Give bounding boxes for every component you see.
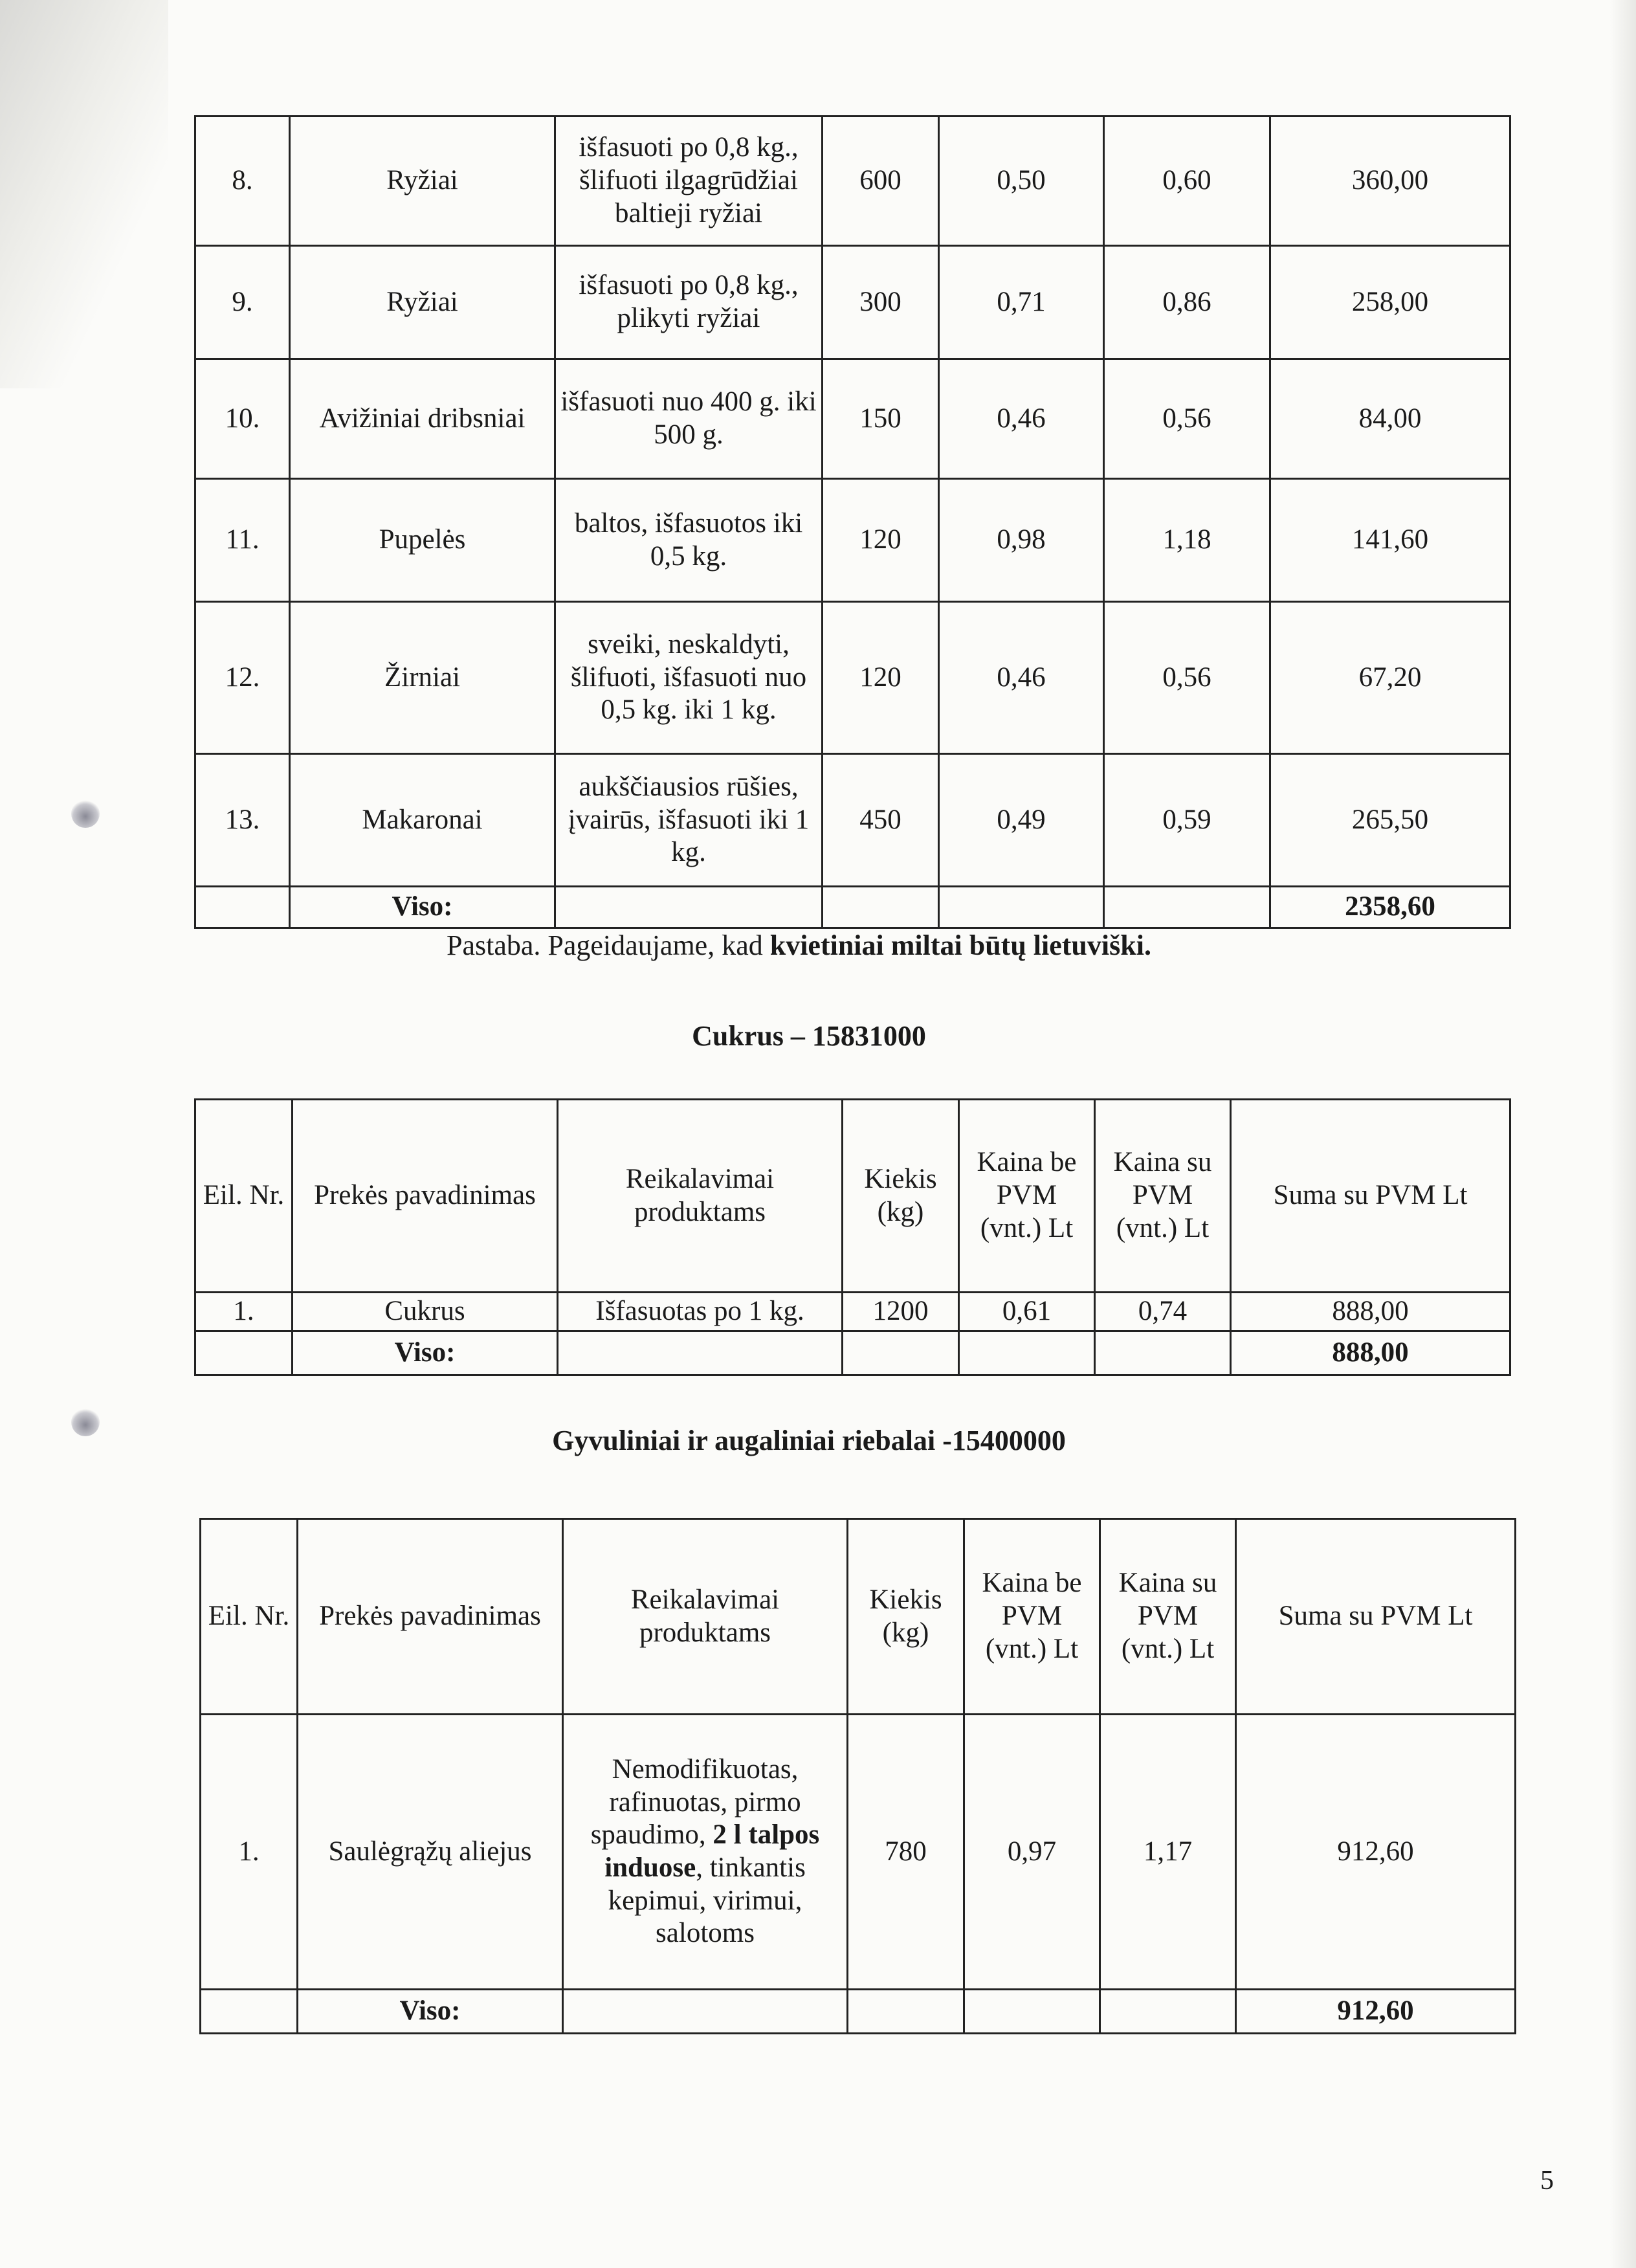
table-row [195, 359, 1510, 479]
sum-with-vat: 258,00 [1270, 246, 1510, 359]
header-price: Kaina be PVM (vnt.) Lt [964, 1519, 1100, 1715]
header-quantity: Kiekis (kg) [848, 1519, 964, 1715]
row-number: 8. [195, 117, 290, 246]
scan-shadow [0, 0, 168, 388]
quantity: 120 [823, 602, 939, 754]
requirements-emphasis: 2 l talpos induose [604, 1819, 820, 1883]
product-name: Saulėgrąžų aliejus [298, 1715, 563, 1990]
product-name: Pupelės [290, 479, 555, 602]
price-without-vat: 0,61 [959, 1293, 1095, 1331]
product-requirements: išfasuoti po 0,8 kg., plikyti ryžiai [555, 246, 823, 359]
total-row [195, 1331, 1510, 1375]
price-without-vat: 0,46 [939, 359, 1104, 479]
total-value: 888,00 [1231, 1331, 1510, 1375]
price-without-vat: 0,71 [939, 246, 1104, 359]
price-with-vat: 1,17 [1100, 1715, 1236, 1990]
product-name: Žirniai [290, 602, 555, 754]
empty-cell [964, 1990, 1100, 2034]
product-requirements: sveiki, neskaldyti, šlifuoti, išfasuoti nuo 0,5 kg. iki 1 kg. [555, 602, 823, 754]
price-with-vat: 0,56 [1104, 359, 1270, 479]
table-row [201, 1715, 1516, 1990]
sum-with-vat: 888,00 [1231, 1293, 1510, 1331]
sum-with-vat: 360,00 [1270, 117, 1510, 246]
header-requirements: Reikalavimai produktams [558, 1100, 843, 1293]
price-with-vat: 0,60 [1104, 117, 1270, 246]
total-label: Viso: [290, 887, 555, 928]
header-row [195, 1100, 1510, 1293]
note-emphasis: kvietiniai miltai būtų lietuviški. [769, 929, 1151, 961]
quantity: 780 [848, 1715, 964, 1990]
header-requirements: Reikalavimai produktams [563, 1519, 848, 1715]
row-number: 1. [201, 1715, 298, 1990]
empty-cell [563, 1990, 848, 2034]
total-value: 912,60 [1236, 1990, 1516, 2034]
product-name: Makaronai [290, 754, 555, 887]
product-requirements: aukščiausios rūšies, įvairūs, išfasuoti iki 1 kg. [555, 754, 823, 887]
header-sum: Suma su PVM Lt [1231, 1100, 1510, 1293]
punch-hole [71, 799, 100, 828]
sum-with-vat: 67,20 [1270, 602, 1510, 754]
section-title-sugar: Cukrus – 15831000 [692, 1020, 926, 1052]
product-requirements: Išfasuotas po 1 kg. [558, 1293, 843, 1331]
header-price: Kaina be PVM (vnt.) Lt [959, 1100, 1095, 1293]
requirements-text: Nemodifikuotas, rafinuotas, pirmo spaudimo, [590, 1753, 801, 1851]
table-row [195, 754, 1510, 887]
quantity: 300 [823, 246, 939, 359]
row-number: 10. [195, 359, 290, 479]
header-name: Prekės pavadinimas [298, 1519, 563, 1715]
total-row [195, 887, 1510, 928]
total-label: Viso: [293, 1331, 558, 1375]
empty-cell [1100, 1990, 1236, 2034]
empty-cell [558, 1331, 843, 1375]
price-with-vat: 0,86 [1104, 246, 1270, 359]
quantity: 120 [823, 479, 939, 602]
header-sum: Suma su PVM Lt [1236, 1519, 1516, 1715]
section-title-fats: Gyvuliniai ir augaliniai riebalai -15400000 [552, 1425, 1066, 1456]
table-row [195, 246, 1510, 359]
header-quantity: Kiekis (kg) [843, 1100, 959, 1293]
price-with-vat: 1,18 [1104, 479, 1270, 602]
product-requirements: išfasuoti nuo 400 g. iki 500 g. [555, 359, 823, 479]
price-with-vat: 0,74 [1095, 1293, 1231, 1331]
quantity: 150 [823, 359, 939, 479]
sum-with-vat: 84,00 [1270, 359, 1510, 479]
product-name: Ryžiai [290, 117, 555, 246]
empty-cell [195, 1331, 293, 1375]
price-without-vat: 0,97 [964, 1715, 1100, 1990]
table-row [195, 117, 1510, 246]
product-requirements [563, 1715, 848, 1990]
empty-cell [848, 1990, 964, 2034]
quantity: 600 [823, 117, 939, 246]
table-row [195, 1293, 1510, 1331]
product-name: Cukrus [293, 1293, 558, 1331]
header-name: Prekės pavadinimas [293, 1100, 558, 1293]
empty-cell [843, 1331, 959, 1375]
row-number: 11. [195, 479, 290, 602]
product-name: Avižiniai dribsniai [290, 359, 555, 479]
product-requirements: baltos, išfasuotos iki 0,5 kg. [555, 479, 823, 602]
note-text: Pastaba. Pageidaujame, kad [447, 929, 770, 961]
quantity: 1200 [843, 1293, 959, 1331]
price-with-vat: 0,59 [1104, 754, 1270, 887]
product-name: Ryžiai [290, 246, 555, 359]
price-without-vat: 0,98 [939, 479, 1104, 602]
sum-with-vat: 141,60 [1270, 479, 1510, 602]
total-value: 2358,60 [1270, 887, 1510, 928]
empty-cell [1104, 887, 1270, 928]
fats-table [199, 1518, 1516, 2034]
header-nr: Eil. Nr. [195, 1100, 293, 1293]
price-without-vat: 0,49 [939, 754, 1104, 887]
empty-cell [201, 1990, 298, 2034]
row-number: 1. [195, 1293, 293, 1331]
sum-with-vat: 912,60 [1236, 1715, 1516, 1990]
sugar-table [194, 1098, 1511, 1376]
product-requirements: išfasuoti po 0,8 kg., šlifuoti ilgagrūdžiai baltieji ryžiai [555, 117, 823, 246]
note [447, 929, 1353, 962]
header-price-vat: Kaina su PVM (vnt.) Lt [1095, 1100, 1231, 1293]
total-label: Viso: [298, 1990, 563, 2034]
total-row [201, 1990, 1516, 2034]
row-number: 13. [195, 754, 290, 887]
empty-cell [555, 887, 823, 928]
quantity: 450 [823, 754, 939, 887]
row-number: 9. [195, 246, 290, 359]
header-row [201, 1519, 1516, 1715]
empty-cell [939, 887, 1104, 928]
empty-cell [1095, 1331, 1231, 1375]
punch-hole [71, 1408, 100, 1436]
header-nr: Eil. Nr. [201, 1519, 298, 1715]
scan-edge [1610, 0, 1636, 2268]
empty-cell [823, 887, 939, 928]
table-row [195, 602, 1510, 754]
table-row [195, 479, 1510, 602]
price-with-vat: 0,56 [1104, 602, 1270, 754]
price-without-vat: 0,46 [939, 602, 1104, 754]
requirements-text-end: , tinkantis kepimui, virimui, salotoms [608, 1852, 806, 1949]
empty-cell [959, 1331, 1095, 1375]
price-without-vat: 0,50 [939, 117, 1104, 246]
row-number: 12. [195, 602, 290, 754]
header-price-vat: Kaina su PVM (vnt.) Lt [1100, 1519, 1236, 1715]
grains-table [194, 115, 1511, 929]
empty-cell [195, 887, 290, 928]
sum-with-vat: 265,50 [1270, 754, 1510, 887]
page-number: 5 [1540, 2166, 1554, 2196]
